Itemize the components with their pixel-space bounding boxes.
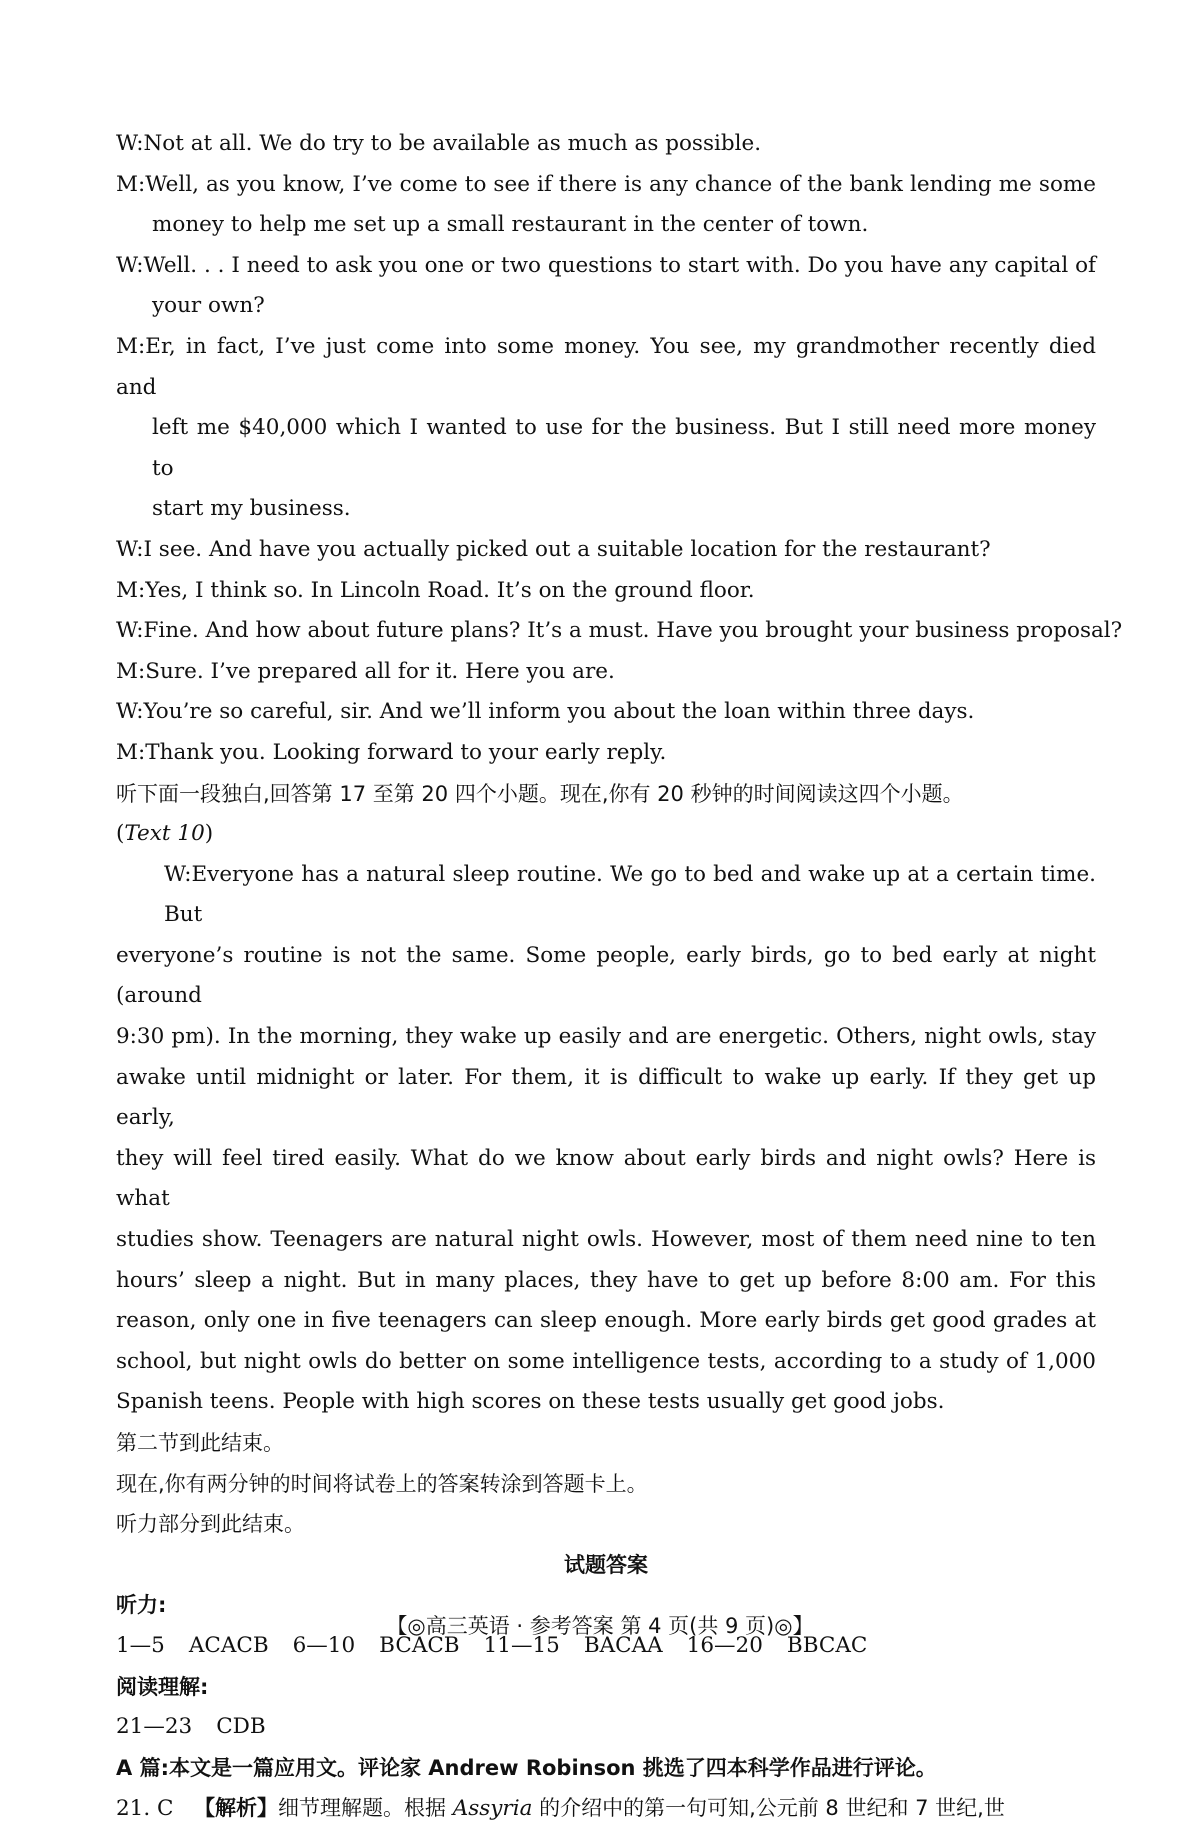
question-21-explanation (116, 1788, 1096, 1830)
dialogue-continuation: left me $40,000 which I wanted to use for the business. But I still need more money to (152, 415, 1096, 481)
dialogue-line (116, 652, 1096, 693)
monologue-line: W:Everyone has a natural sleep routine. We go to bed and wake up at a certain time. But (164, 861, 1096, 928)
dialogue-line (116, 124, 1096, 165)
page-footer: 【◎高三英语 · 参考答案 第 4 页(共 9 页)◎】 (386, 1614, 814, 1638)
speaker-label: W: (116, 536, 144, 562)
monologue-line: reason, only one in five teenagers can sleep enough. More early birds get good grades at (116, 1308, 1096, 1334)
monologue-section (116, 855, 1096, 1423)
dialogue-text: Not at all. We do try to be available as much as possible. (143, 131, 762, 156)
dialogue-section (116, 124, 1123, 774)
monologue-line: 9:30 pm). In the morning, they wake up easily and are energetic. Others, night owls, stay (116, 1024, 1096, 1050)
monologue-line: awake until midnight or later. For them, it is difficult to wake up early. If they get up early, (116, 1064, 1096, 1131)
answer-keys: BACAA (583, 1632, 663, 1658)
q21-tag: 【解析】 (194, 1796, 278, 1821)
dialogue-line (116, 733, 1096, 774)
answer-keys: ACACB (188, 1632, 269, 1658)
monologue-line: Spanish teens. People with high scores on these tests usually get good jobs. (116, 1389, 945, 1415)
speaker-label: M: (116, 739, 146, 765)
answer-range: 6—10 (292, 1632, 356, 1658)
speaker-label: W: (116, 699, 144, 725)
speaker-label: M: (116, 658, 146, 684)
dialogue-continuation: your own? (152, 293, 265, 319)
section-end: 第二节到此结束。 (116, 1431, 284, 1455)
speaker-label: W: (116, 252, 144, 278)
dialogue-text: Well, as you know, I’ve come to see if there is any chance of the bank lending me some (145, 171, 1096, 197)
q21-text-after: 的介绍中的第一句可知,公元前 8 世纪和 7 世纪,世 (532, 1796, 1005, 1821)
instruction-17-20: 听下面一段独白,回答第 17 至第 20 四个小题。现在,你有 20 秒钟的时间阅读这四个小题。 (116, 781, 964, 806)
dialogue-line (116, 165, 1096, 206)
dialogue-text: Well. . . I need to ask you one or two questions to start with. Do you have any capital of (143, 252, 1096, 278)
listening-end: 听力部分到此结束。 (116, 1512, 305, 1537)
dialogue-text: Er, in fact, I’ve just come into some money. You see, my grandmother recently died and (116, 333, 1096, 400)
dialogue-continuation: start my business. (152, 496, 351, 522)
speaker-label: W: (116, 618, 144, 644)
text10-label: (Text 10) (116, 821, 214, 847)
dialogue-text: You’re so careful, sir. And we’ll inform you about the loan within three days. (143, 699, 975, 725)
text10-label-text: Text 10 (124, 821, 205, 847)
answers-title: 试题答案 (564, 1552, 648, 1577)
dialogue-text: I see. And have you actually picked out a suitable location for the restaurant? (143, 536, 991, 562)
dialogue-line (116, 611, 1123, 652)
answer-range: 1—5 (116, 1632, 165, 1658)
dialogue-continuation: money to help me set up a small restaurant in the center of town. (152, 212, 869, 238)
dialogue-line (116, 692, 1096, 733)
reading-label: 阅读理解: (116, 1674, 209, 1699)
dialogue-text: Yes, I think so. In Lincoln Road. It’s on the ground floor. (145, 577, 755, 603)
speaker-label: M: (116, 333, 146, 359)
dialogue-text: Thank you. Looking forward to your early reply. (145, 739, 667, 765)
listening-label: 听力: (116, 1593, 167, 1618)
q21-number: 21. C (116, 1796, 174, 1822)
q21-italic-word: Assyria (452, 1796, 533, 1822)
monologue-line: everyone’s routine is not the same. Some people, early birds, go to bed early at night (around (116, 942, 1096, 1009)
monologue-line: hours’ sleep a night. But in many places, they have to get up before 8:00 am. For this (116, 1267, 1096, 1293)
passage-a-intro: A 篇:本文是一篇应用文。评论家 Andrew Robinson 挑选了四本科学作品进行评论。 (116, 1755, 937, 1780)
dialogue-line (116, 530, 1096, 571)
document-page (116, 124, 1123, 1830)
monologue-line: school, but night owls do better on some intelligence tests, according to a study of 1,000 (116, 1348, 1096, 1374)
answer-keys: BCACB (379, 1632, 460, 1658)
answer-keys: BBCAC (786, 1632, 868, 1658)
speaker-label: M: (116, 171, 146, 197)
speaker-label: M: (116, 577, 146, 603)
dialogue-text: Sure. I’ve prepared all for it. Here you are. (145, 658, 615, 684)
dialogue-line (116, 327, 1096, 408)
dialogue-line (116, 246, 1096, 287)
answer-range: 16—20 (686, 1632, 763, 1658)
answer-range: 21—23 (116, 1714, 193, 1740)
reading-answers (116, 1707, 1096, 1748)
monologue-line: studies show. Teenagers are natural night owls. However, most of them need nine to ten (116, 1227, 1096, 1253)
q21-text-before: 细节理解题。根据 (278, 1796, 453, 1821)
dialogue-text: Fine. And how about future plans? It’s a must. Have you brought your business proposal? (143, 618, 1123, 644)
answer-keys: CDB (216, 1714, 266, 1740)
dialogue-line (116, 571, 1096, 612)
monologue-line: they will feel tired easily. What do we know about early birds and night owls? Here is what (116, 1145, 1096, 1212)
transfer-note: 现在,你有两分钟的时间将试卷上的答案转涂到答题卡上。 (116, 1471, 648, 1496)
answer-range: 11—15 (483, 1632, 560, 1658)
speaker-label: W: (116, 131, 144, 156)
